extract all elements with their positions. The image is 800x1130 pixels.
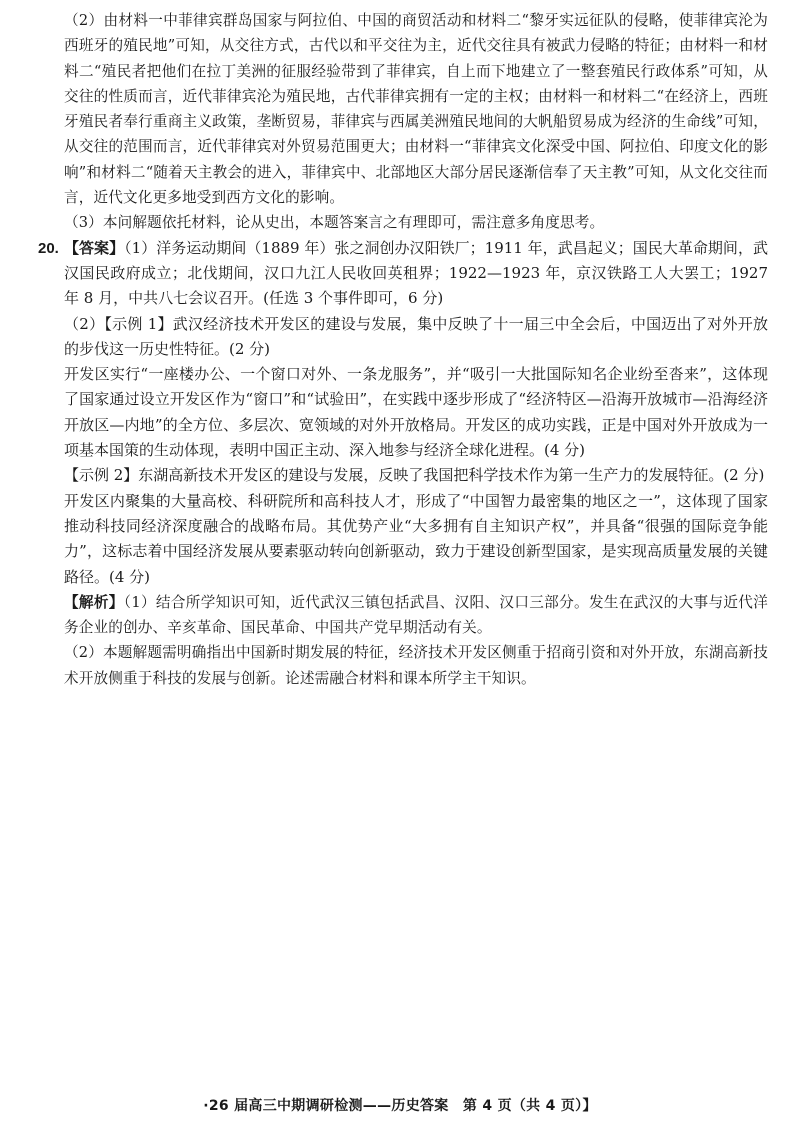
analysis-part2: （2）本题解题需明确指出中国新时期发展的特征，经济技术开发区侧重于招商引资和对外开放，东湖高新技术开放侧重于科技的发展与创新。论述需融合材料和课本所学主干知识。 <box>64 644 768 687</box>
analysis-tag: 【解析】 <box>64 593 124 611</box>
question-20-body <box>64 236 768 691</box>
question-20 <box>38 236 768 691</box>
analysis-part1-text: （1）结合所学知识可知，近代武汉三镇包括武昌、汉阳、汉口三部分。发生在武汉的大事与近代洋务企业的创办、辛亥革命、国民革命、中国共产党早期活动有关。 <box>64 593 768 637</box>
answer-part2-example1-body: 开发区实行“一座楼办公、一个窗口对外、一条龙服务”，并“吸引一大批国际知名企业纷至沓来”，这体现了国家通过设立开发区作为“窗口”和“试验田”，在实践中逐步形成了“经济特区—沿海开放城市—沿海经济开放区—内地”的全方位、多层次、宽领域的对外开放格局。开发区的成功实践，正是中国对外开放成为一项基本国策的生动体现，表明中国正主动、深入地参与经济全球化进程。(4 分) <box>64 365 768 460</box>
analysis-part1 <box>64 590 768 641</box>
answer-part1-text: （1）洋务运动期间（1889 年）张之洞创办汉阳铁厂；1911 年，武昌起义；国民大革命期间，武汉国民政府成立；北伐期间，汉口九江人民收回英租界；1922—1923 年，京汉铁路工人大罢工；1927 年 8 月，中共八七会议召开。(任选 3 个事件即可，6 分) <box>64 238 768 308</box>
answer-part2-example2-head: 【示例 2】东湖高新技术开发区的建设与发展，反映了我国把科学技术作为第一生产力的发展特征。(2 分) <box>64 466 765 485</box>
question-number: 20. <box>38 239 59 257</box>
q19-part3-analysis: （3）本问解题依托材料，论从史出，本题答案言之有理即可，需注意多角度思考。 <box>64 214 605 232</box>
answer-page <box>38 8 768 691</box>
answer-part1 <box>64 236 768 312</box>
page-footer: ·26 届高三中期调研检测——历史答案 第 4 页（共 4 页）】 <box>203 1098 597 1114</box>
answer-tag: 【答案】 <box>64 238 125 257</box>
answer-part2-example1-head: （2）【示例 1】武汉经济技术开发区的建设与发展，集中反映了十一届三中全会后，中国迈出了对外开放的步伐这一历史性特征。(2 分) <box>64 314 768 358</box>
answer-part2-example2-body: 开发区内聚集的大量高校、科研院所和高科技人才，形成了“中国智力最密集的地区之一”，这体现了国家推动科技同经济深度融合的战略布局。其优势产业“大多拥有自主知识产权”，并具备“很强的国际竞争能力”，这标志着中国经济发展从要素驱动转向创新驱动，致力于建设创新型国家，是实现高质量发展的关键路径。(4 分) <box>64 491 768 586</box>
q19-part2-analysis: （2）由材料一中菲律宾群岛国家与阿拉伯、中国的商贸活动和材料二“黎牙实远征队的侵略，使菲律宾沦为西班牙的殖民地”可知，从交往方式，古代以和平交往为主，近代交往具有被武力侵略的特征；由材料一和材料二“殖民者把他们在拉丁美洲的征服经验带到了菲律宾，自上而下地建立了一整套殖民行政体系”可知，从交往的性质而言，近代菲律宾沦为殖民地，古代菲律宾拥有一定的主权；由材料一和材料二“在经济上，西班牙殖民者奉行重商主义政策，垄断贸易，菲律宾与西属美洲殖民地间的大帆船贸易成为经济的生命线”可知，从交往的范围而言，近代菲律宾对外贸易范围更大；由材料一“菲律宾文化深受中国、阿拉伯、印度文化的影响”和材料二“随着天主教会的进入，菲律宾中、北部地区大部分居民逐渐信奉了天主教”可知，从文化交往而言，近代文化更多地受到西方文化的影响。 <box>64 12 768 207</box>
